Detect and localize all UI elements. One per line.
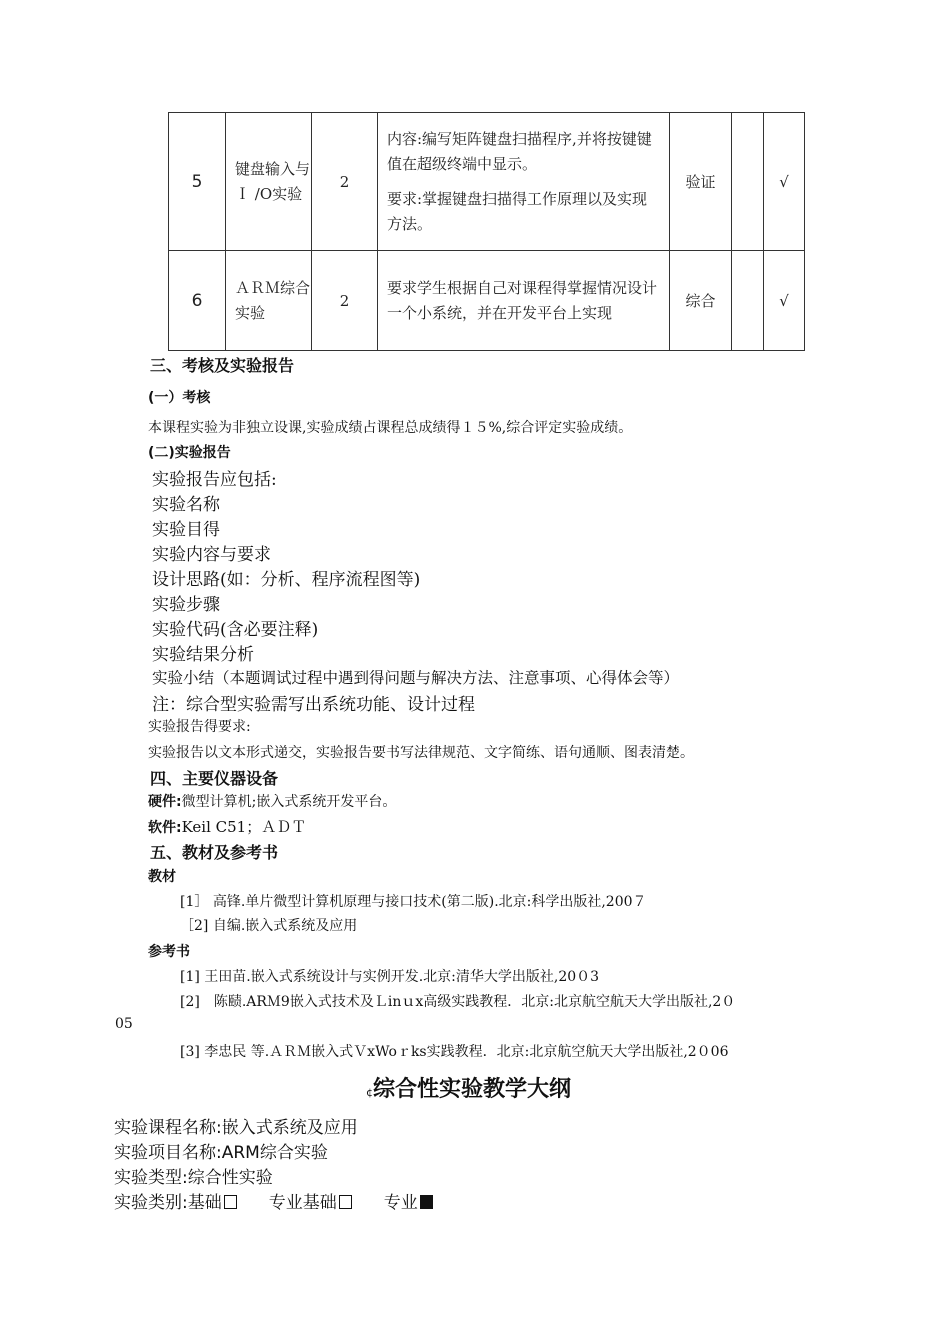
subheading-report: (二)实验报告 [148, 445, 231, 461]
experiment-name: ＡＲＭ综合实验 [226, 251, 312, 351]
textbook-item: [1］ 高锋.单片微型计算机原理与接口技术(第二版).北京:科学出版社,200７ [180, 894, 647, 910]
report-item: 实验代码(含必要注释) [152, 620, 319, 640]
reference-label: 参考书 [148, 944, 190, 960]
section-heading-assessment: 三、考核及实验报告 [150, 356, 295, 375]
experiment-description [378, 113, 670, 251]
project-name-label: 实验项目名称: [114, 1143, 222, 1163]
experiment-type: 验证 [670, 113, 732, 251]
experiment-hours: 2 [312, 113, 378, 251]
table-row [169, 113, 805, 251]
subheading-assessment: (一）考核 [148, 390, 211, 406]
anchor-mark: ¢ [366, 1086, 373, 1099]
reference-item-continued: 05 [115, 1016, 133, 1032]
hardware-line [148, 791, 396, 811]
check-mark: √ [764, 113, 805, 251]
table-row [169, 251, 805, 351]
experiment-type-label: 实验类型: [114, 1168, 188, 1188]
experiment-category-label: 实验类别: [114, 1193, 188, 1213]
hardware-label: 硬件: [148, 794, 182, 810]
report-item: 实验步骤 [152, 595, 220, 615]
outline-title: 综合性实验教学大纲 [373, 1077, 572, 1102]
experiment-hours: 2 [312, 251, 378, 351]
course-name-value: 嵌入式系统及应用 [221, 1118, 358, 1138]
software-text: Keil C51；ＡＤＴ [181, 818, 307, 836]
software-label: 软件: [148, 820, 182, 836]
hardware-text: 微型计算机;嵌入式系统开发平台。 [181, 794, 397, 810]
section-heading-books: 五、教材及参考书 [150, 843, 279, 862]
experiment-content: 要求学生根据自己对课程得掌握情况设计一个小系统，并在开发平台上实现 [387, 278, 658, 322]
report-item: 实验小结（本题调试过程中遇到得问题与解决方法、注意事项、心得体会等） [152, 669, 680, 687]
report-requirement-text: 实验报告以文本形式递交，实验报告要书写法律规范、文字简练、语句通顺、图表清楚。 [148, 745, 694, 761]
report-item: 实验内容与要求 [152, 545, 271, 565]
software-line [148, 816, 306, 837]
experiment-description [378, 251, 670, 351]
textbook-item: ［2] 自编.嵌入式系统及应用 [180, 918, 358, 934]
section-heading-equipment: 四、主要仪器设备 [150, 769, 279, 788]
reference-item: [1] 王田苗.嵌入式系统设计与实例开发.北京:清华大学出版社,20０3 [180, 969, 600, 985]
report-item: 实验名称 [152, 495, 220, 515]
row-number: 6 [169, 251, 226, 351]
unchecked-box-icon [339, 1195, 352, 1209]
category-option-professional: 专业 [383, 1193, 418, 1213]
experiment-content: 内容:编写矩阵键盘扫描程序,并将按键键值在超级终端中显示。 [387, 129, 652, 173]
experiment-type: 综合 [670, 251, 732, 351]
experiment-type-line [114, 1163, 273, 1188]
report-item: 实验结果分析 [152, 645, 254, 665]
experiment-table [168, 112, 805, 351]
check-mark: √ [764, 251, 805, 351]
experiment-requirement: 要求:掌握键盘扫描得工作原理以及实现方法。 [387, 189, 648, 233]
empty-cell [732, 113, 764, 251]
experiment-name: 键盘输入与 Ｉ /O实验 [226, 113, 312, 251]
category-option-basic: 基础 [187, 1193, 222, 1213]
project-name-value: ARM综合实验 [221, 1143, 328, 1163]
assessment-text: 本课程实验为非独立设课,实验成绩占课程总成绩得１５%,综合评定实验成绩。 [148, 420, 633, 436]
experiment-type-value: 综合性实验 [187, 1168, 273, 1188]
row-number: 5 [169, 113, 226, 251]
empty-cell [732, 251, 764, 351]
project-name-line [114, 1138, 328, 1163]
course-name-label: 实验课程名称: [114, 1118, 222, 1138]
reference-item: [3] 李忠民 等.ＡＲＭ嵌入式ＶxWoｒks实践教程．北京:北京航空航天大学出版社,2０06 [180, 1044, 729, 1060]
reference-item: [2] 陈赜.ARＭ9嵌入式技术及Ｌinｕx高级实践教程．北京:北京航空航天大学出版社,2０ [180, 994, 736, 1010]
report-item: 实验目得 [152, 520, 220, 540]
report-requirement-label: 实验报告得要求: [148, 719, 251, 735]
textbook-label: 教材 [148, 869, 176, 885]
unchecked-box-icon [224, 1195, 237, 1209]
outline-title-line [366, 1072, 571, 1103]
course-name-line [114, 1113, 358, 1138]
category-option-professional-basic: 专业基础 [268, 1193, 337, 1213]
report-item: 设计思路(如：分析、程序流程图等) [152, 570, 421, 590]
checked-box-icon [420, 1195, 433, 1209]
report-item: 实验报告应包括: [152, 470, 277, 490]
report-note: 注：综合型实验需写出系统功能、设计过程 [152, 695, 475, 715]
experiment-category-line [114, 1188, 433, 1213]
